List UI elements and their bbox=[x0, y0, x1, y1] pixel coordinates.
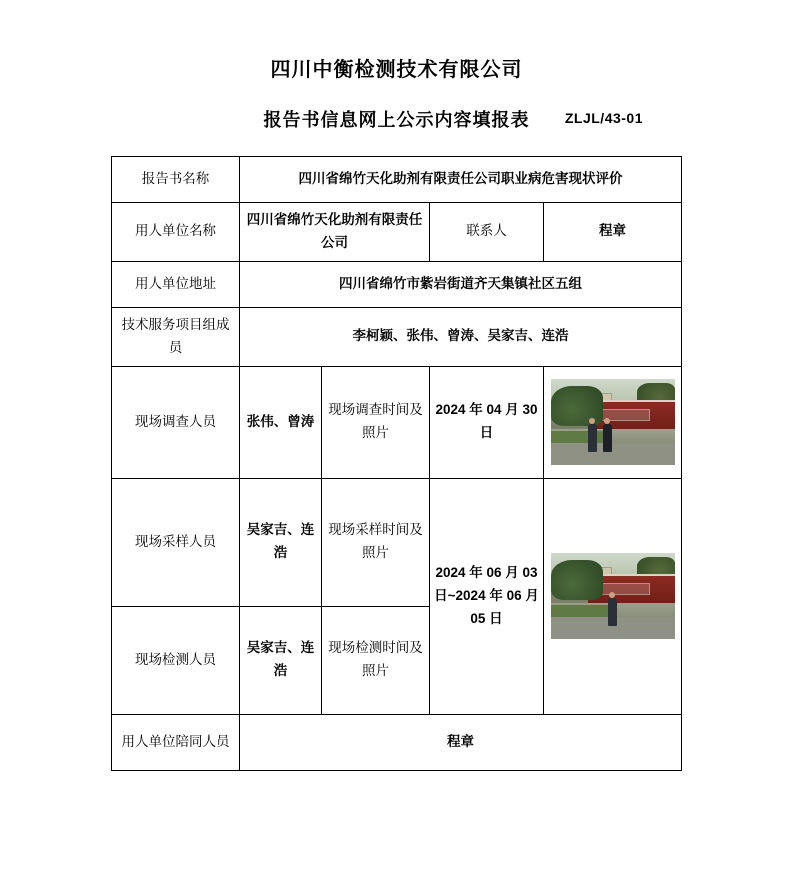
subtitle-row bbox=[0, 106, 793, 134]
table-row bbox=[112, 366, 682, 478]
row-label-site-detection-time-photo: 现场检测时间及照片 bbox=[322, 606, 430, 714]
row-value-accompanying: 程章 bbox=[240, 714, 682, 770]
row-label-report-name: 报告书名称 bbox=[112, 157, 240, 203]
photo-image-site-sampling bbox=[551, 553, 675, 639]
table-row bbox=[112, 714, 682, 770]
row-value-site-survey-persons: 张伟、曾涛 bbox=[240, 366, 322, 478]
report-info-table bbox=[111, 156, 682, 771]
row-label-site-survey: 现场调查人员 bbox=[112, 366, 240, 478]
photo-person-left bbox=[588, 424, 597, 452]
site-survey-photo bbox=[544, 366, 682, 478]
photo-person-right bbox=[603, 424, 612, 452]
photo-image-site-survey bbox=[551, 379, 675, 465]
title-block bbox=[0, 0, 793, 134]
row-value-report-name: 四川省绵竹天化助剂有限责任公司职业病危害现状评价 bbox=[240, 157, 682, 203]
row-label-project-team: 技术服务项目组成员 bbox=[112, 307, 240, 366]
photo-grass bbox=[551, 431, 608, 443]
form-code: ZLJL/43-01 bbox=[564, 110, 643, 126]
table-row bbox=[112, 478, 682, 606]
row-value-site-sampling-date: 2024 年 06 月 03 日~2024 年 06 月 05 日 bbox=[430, 478, 544, 714]
photo-grass bbox=[551, 605, 608, 617]
row-value-employer-address: 四川省绵竹市紫岩街道齐天集镇社区五组 bbox=[240, 261, 682, 307]
table-row bbox=[112, 261, 682, 307]
photo-wall-sign bbox=[595, 409, 651, 421]
row-value-site-detection-persons: 吴家吉、连浩 bbox=[240, 606, 322, 714]
row-label-employer-address: 用人单位地址 bbox=[112, 261, 240, 307]
row-label-employer-name: 用人单位名称 bbox=[112, 203, 240, 262]
row-label-site-detection: 现场检测人员 bbox=[112, 606, 240, 714]
photo-person-center bbox=[608, 598, 617, 626]
photo-wall-sign bbox=[595, 583, 651, 595]
row-label-site-sampling: 现场采样人员 bbox=[112, 478, 240, 606]
row-value-employer-name: 四川省绵竹天化助剂有限责任公司 bbox=[240, 203, 430, 262]
site-sampling-photo bbox=[544, 478, 682, 714]
page-title: 四川中衡检测技术有限公司 bbox=[270, 59, 523, 81]
row-label-accompanying: 用人单位陪同人员 bbox=[112, 714, 240, 770]
row-value-site-sampling-persons: 吴家吉、连浩 bbox=[240, 478, 322, 606]
row-value-contact: 程章 bbox=[544, 203, 682, 262]
row-value-site-survey-date: 2024 年 04 月 30 日 bbox=[430, 366, 544, 478]
photo-trees-left bbox=[551, 560, 603, 600]
photo-road bbox=[551, 443, 675, 465]
row-label-site-sampling-time-photo: 现场采样时间及照片 bbox=[322, 478, 430, 606]
row-value-project-team: 李柯颖、张伟、曾涛、吴家吉、连浩 bbox=[240, 307, 682, 366]
table-row bbox=[112, 157, 682, 203]
table-row bbox=[112, 307, 682, 366]
row-label-contact: 联系人 bbox=[430, 203, 544, 262]
row-label-site-survey-time-photo: 现场调查时间及照片 bbox=[322, 366, 430, 478]
table-row bbox=[112, 203, 682, 262]
form-title: 报告书信息网上公示内容填报表 bbox=[263, 110, 530, 130]
